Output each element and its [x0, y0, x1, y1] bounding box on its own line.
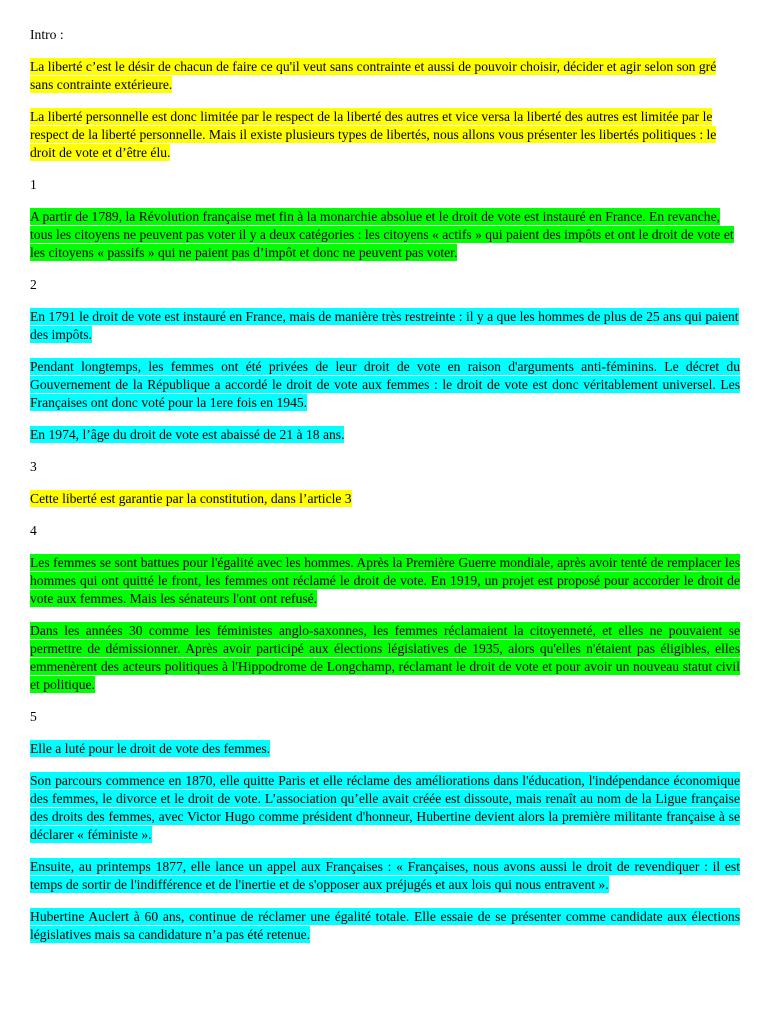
- section-1-label: 1: [30, 177, 37, 192]
- intro-paragraph-1-text: La liberté c’est le désir de chacun de faire ce qu'il veut sans contrainte et aussi de pouvoir choisir, décider et agir selon son gré sans contrainte extérieure.: [30, 59, 717, 92]
- intro-paragraph-1: [30, 58, 740, 94]
- document-page: [30, 26, 740, 944]
- section-5-paragraph-2-text: Son parcours commence en 1870, elle quitte Paris et elle réclame des améliorations dans l'éducation, l'indépendance économique des femmes, le divorce et le droit de vote. L’association qu’elle avait créée est dissoute, mais renaît au nom de la Ligue française des droits des femmes, avec Victor Hugo comme président d'honneur, Hubertine devient alors la première militante française à se déclarer « féministe ».: [30, 773, 740, 842]
- section-2-paragraph-1-text: En 1791 le droit de vote est instauré en France, mais de manière très restreinte : il y a que les hommes de plus de 25 ans qui paient des impôts.: [30, 309, 739, 342]
- section-4-paragraph-1-text: Les femmes se sont battues pour l'égalité avec les hommes. Après la Première Guerre mondiale, après avoir tenté de remplacer les hommes qui ont quitté le front, les femmes ont réclamé le droit de vote. En 1919, un projet est proposé pour accorder le droit de vote aux femmes. Mais les sénateurs l'ont ont refusé.: [30, 555, 740, 606]
- intro-paragraph-2: [30, 108, 740, 162]
- section-3-paragraph-1-text: Cette liberté est garantie par la constitution, dans l’article 3: [30, 491, 352, 506]
- section-4-label: 4: [30, 523, 37, 538]
- section-3-paragraph-1: [30, 490, 740, 508]
- section-5-paragraph-4-text: Hubertine Auclert à 60 ans, continue de réclamer une égalité totale. Elle essaie de se présenter comme candidate aux élections législatives mais sa candidature n’a pas été retenue.: [30, 909, 740, 942]
- section-5-paragraph-1: [30, 740, 740, 758]
- section-3-label: 3: [30, 459, 37, 474]
- section-2-label: 2: [30, 277, 37, 292]
- section-5-paragraph-2: [30, 772, 740, 844]
- section-4-paragraph-1: [30, 554, 740, 608]
- intro-paragraph-2-text: La liberté personnelle est donc limitée par le respect de la liberté des autres et vice versa la liberté des autres est limitée par le respect de la liberté personnelle. Mais il existe plusieurs types de libertés, nous allons vous présenter les libertés politiques : le droit de vote et d’être élu.: [30, 109, 717, 160]
- section-4-paragraph-2: [30, 622, 740, 694]
- section-1-paragraph-1-text: A partir de 1789, la Révolution française met fin à la monarchie absolue et le droit de vote est instauré en France. En revanche, tous les citoyens ne peuvent pas voter il y a deux catégories : les citoyens « actifs » qui paient des impôts et ont le droit de vote et les citoyens « passifs » qui ne paient pas d’impôt et donc ne peuvent pas voter.: [30, 209, 734, 260]
- section-5-paragraph-3-text: Ensuite, au printemps 1877, elle lance un appel aux Françaises : « Françaises, nous avons aussi le droit de revendiquer : il est temps de sortir de l'indifférence et de l'inertie et de s'opposer aux préjugés et aux lois qui nous entravent ».: [30, 859, 740, 892]
- section-5-paragraph-4: [30, 908, 740, 944]
- section-2-paragraph-3: [30, 426, 740, 444]
- section-2-paragraph-2-text: Pendant longtemps, les femmes ont été privées de leur droit de vote en raison d'arguments anti-féminins. Le décret du Gouvernement de la République a accordé le droit de vote aux femmes : le droit de vote est donc véritablement universel. Les Françaises ont donc voté pour la 1ere fois en 1945.: [30, 359, 740, 410]
- intro-label: Intro :: [30, 27, 64, 42]
- section-2-paragraph-1: [30, 308, 740, 344]
- section-5-paragraph-3: [30, 858, 740, 894]
- section-5-label: 5: [30, 709, 37, 724]
- section-2-paragraph-3-text: En 1974, l’âge du droit de vote est abaissé de 21 à 18 ans.: [30, 427, 345, 442]
- section-2-paragraph-2: [30, 358, 740, 412]
- section-1-paragraph-1: [30, 208, 740, 262]
- section-5-paragraph-1-text: Elle a luté pour le droit de vote des femmes.: [30, 741, 271, 756]
- section-4-paragraph-2-text: Dans les années 30 comme les féministes anglo-saxonnes, les femmes réclamaient la citoyenneté, et elles ne pouvaient se permettre de démissionner. Après avoir participé aux élections législatives de 1935, alors qu'elles n'étaient pas éligibles, elles emmenèrent des acteurs politiques à l'Hippodrome de Longchamp, réclamant le droit de vote et pour avoir un nouveau statut civil et politique.: [30, 623, 740, 692]
